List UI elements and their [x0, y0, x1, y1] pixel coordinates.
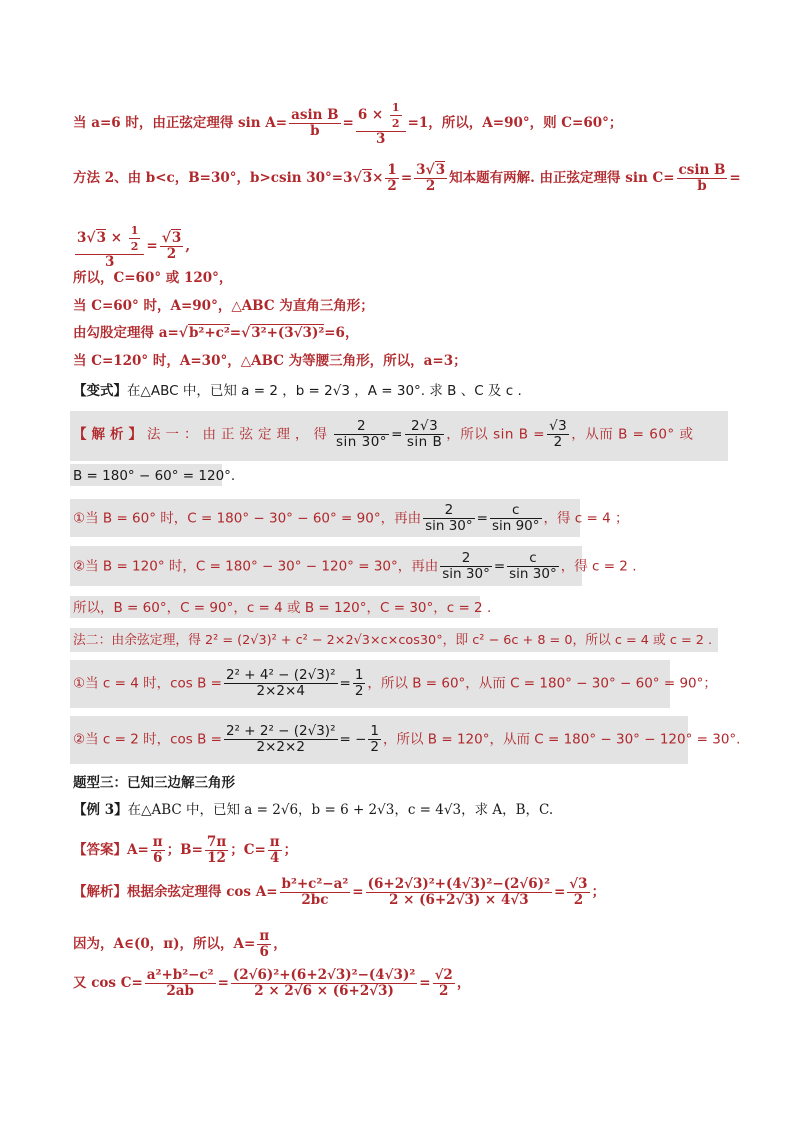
eq: = — [229, 325, 242, 341]
n: 1 — [130, 224, 139, 237]
sol-case2: ②当 B = 120° 时，C = 180° − 30° − 120° = 30°，再由 $\frac{2}{\sin 30^\circ}$ = $\frac{c}{\sin 30^\circ}$ ，得 c = 2 . — [73, 550, 637, 582]
sol-line2: B = 180° − 60° = 120°. — [73, 468, 236, 484]
line-c-values: 所以，C=60° 或 120°， — [73, 270, 233, 286]
denominator: 2bc — [301, 892, 329, 908]
denominator: 2 — [166, 246, 177, 262]
n: 1 — [391, 101, 400, 114]
d: 2 — [391, 117, 400, 130]
variant-tag: 【变式】 — [73, 383, 127, 399]
numerator: √3 — [569, 876, 588, 892]
numerator: 7π — [206, 834, 227, 850]
fraction — [231, 968, 417, 999]
eq: = — [729, 170, 741, 186]
fraction — [289, 108, 340, 139]
text: ，得 c = 4 ； — [543, 510, 629, 527]
denominator: sin 90° — [491, 518, 540, 534]
text: =6， — [324, 325, 359, 341]
denominator: 2 — [425, 178, 436, 194]
numerator: 2 — [334, 419, 389, 435]
line-pythagoras: 由勾股定理得 a=√b²+c²=√3²+(3√3)²=6， — [73, 325, 359, 341]
fraction — [366, 877, 552, 908]
numerator: 2√3 — [405, 419, 444, 435]
denominator: 2 — [439, 983, 449, 999]
text: ，所以 B = 120°，从而 C = 180° − 30° − 120° = 30°. — [383, 731, 741, 748]
sol-case1: ①当 B = 60° 时，C = 180° − 30° − 60° = 90°，再由 $\frac{2}{\sin 30^\circ}$ = $\frac{c}{\sin 90^\circ}$ ，得 c = 4 ； — [73, 502, 629, 534]
d: 2 — [387, 178, 397, 194]
sol-case-c4 — [73, 668, 717, 699]
n: 1 — [387, 162, 397, 178]
eq: = — [419, 975, 431, 991]
denominator: 2 — [354, 683, 364, 699]
text: =1，所以，A=90°，则 C=60°； — [407, 115, 623, 131]
numerator: 2 — [440, 551, 492, 567]
fraction — [160, 231, 184, 262]
half — [385, 163, 398, 194]
numerator: √3 — [549, 418, 568, 434]
fraction — [353, 668, 366, 699]
text: ，所以 B = 60°，从而 C = 180° − 30° − 60° = 90°； — [367, 675, 717, 692]
fraction — [224, 724, 338, 755]
text: ， — [273, 936, 287, 952]
denominator: 12 — [207, 850, 226, 866]
fraction — [507, 551, 559, 582]
radicand: b²+c² — [188, 325, 230, 341]
example3 — [73, 802, 553, 818]
numerator: 2² + 2² − (2√3)² — [225, 723, 336, 739]
fraction — [257, 929, 271, 960]
fraction — [440, 551, 492, 582]
text: ；B= — [166, 842, 203, 858]
cos-c-line — [73, 968, 470, 999]
numerator: b²+c²−a² — [281, 876, 349, 892]
half — [129, 223, 141, 254]
fraction — [151, 835, 165, 866]
example-tag: 【例 3】 — [73, 802, 128, 818]
text: 根据余弦定理得 cos A= — [127, 884, 278, 900]
radicand: 3 — [96, 230, 107, 246]
radicand: 3 — [362, 170, 373, 186]
text: 当 a=6 时，由正弦定理得 sin A= — [73, 115, 288, 131]
text: ， — [456, 975, 471, 991]
fraction — [205, 835, 228, 866]
section-heading: 题型三：已知三边解三角形 — [73, 775, 235, 791]
numerator: √2 — [434, 967, 453, 983]
fraction — [356, 100, 406, 147]
numerator: 3√3 — [416, 162, 446, 178]
numerator: c — [507, 551, 559, 567]
numerator: π — [152, 834, 163, 850]
text: ，所以 sin B = — [446, 426, 546, 443]
variant-text: 在△ABC 中，已知 a = 2 ，b = 2√3 ，A = 30°. 求 B 、C 及 c . — [127, 383, 522, 399]
text: ②当 c = 2 时，cos B = — [73, 731, 222, 748]
fraction — [145, 968, 216, 999]
line-sin-a — [73, 100, 622, 147]
text: ①当 B = 60° 时，C = 180° − 30° − 60° = 90°，再由 — [73, 510, 422, 527]
fraction — [334, 419, 389, 450]
denominator: 2 — [553, 434, 563, 450]
text: 因为，A∈(0，π)，所以，A= — [73, 936, 256, 952]
denominator: 2 × 2√6 × (6+2√3) — [254, 983, 394, 999]
denominator: 2×2×4 — [256, 683, 305, 699]
eq: = — [217, 975, 229, 991]
radicand: 3 — [171, 230, 182, 246]
line-c120: 当 C=120° 时，A=30°，△ABC 为等腰三角形，所以，a=3； — [73, 353, 467, 369]
denominator: sin 30° — [509, 566, 557, 582]
text: ； — [283, 842, 298, 858]
text: 由勾股定理得 a= — [73, 325, 179, 341]
numerator: (2√6)²+(6+2√3)²−(4√3)² — [232, 967, 416, 983]
denominator: sin B — [406, 434, 443, 450]
denominator: 4 — [270, 850, 280, 866]
denominator: b — [697, 178, 707, 194]
text: ；C= — [230, 842, 266, 858]
answer-tag: 【答案】 — [73, 842, 127, 858]
denominator: sin 30° — [442, 566, 490, 582]
eq: = — [391, 426, 403, 443]
fraction — [547, 419, 569, 450]
eq: = — [400, 170, 413, 186]
fraction — [414, 163, 447, 194]
line-c60: 当 C=60° 时，A=90°，△ABC 为直角三角形； — [73, 298, 374, 314]
times: × — [372, 170, 384, 186]
fraction — [677, 163, 728, 194]
numerator: c — [490, 503, 542, 519]
denominator: sin 30° — [425, 518, 473, 534]
sol-case-c2 — [73, 724, 740, 755]
fraction — [433, 968, 455, 999]
denominator: 3 — [375, 131, 386, 147]
analysis-tag: 【解析】 — [73, 884, 127, 900]
text: ，从而 B = 60° 或 — [571, 426, 694, 443]
line-sin-c-value — [73, 223, 190, 270]
eq: = — [342, 115, 354, 131]
eq: = − — [339, 731, 367, 748]
eq: = — [553, 884, 566, 900]
numerator: asin B — [291, 107, 339, 123]
fraction — [567, 877, 589, 908]
text: 知本题有两解. 由正弦定理得 sin C= — [449, 170, 675, 186]
numerator: π — [269, 834, 280, 850]
n-a: 3 — [77, 230, 87, 246]
radicand: 3²+(3√3)² — [251, 325, 325, 341]
fraction — [268, 835, 282, 866]
eq: = — [339, 675, 351, 692]
denominator: 6 — [259, 944, 269, 960]
d: 2 — [130, 240, 139, 253]
text: , — [185, 238, 191, 254]
numerator: 3√3 × $\frac{1}{2}$ — [75, 223, 144, 255]
sol-line1 — [73, 419, 693, 450]
example-text: 在△ABC 中，已知 a = 2√6，b = 6 + 2√3，c = 4√3，求 A，B，C. — [127, 802, 554, 818]
variant-problem — [73, 383, 522, 399]
line-method2: 方法 2、由 b<c，B=30°，b>csin 30°=3√3× $\frac{1}{2}$ = $\frac{3√3}{2}$ 知本题有两解. 由正弦定理得 sin C= $\frac{\text{csin B}}{b}$ = — [73, 162, 741, 194]
fraction — [224, 668, 338, 699]
denominator: 2×2×2 — [256, 739, 305, 755]
denominator: 3 — [104, 254, 115, 270]
numerator — [356, 100, 406, 132]
fraction — [280, 877, 351, 908]
times: × — [110, 230, 123, 246]
numerator: 2 — [423, 503, 475, 519]
eq: = — [146, 238, 158, 254]
fraction — [75, 223, 144, 270]
text: 方法 2、由 b<c，B=30°，b>csin 30°=3 — [73, 170, 353, 186]
fraction — [490, 503, 542, 534]
radicand: 3 — [435, 162, 446, 178]
text: ； — [591, 884, 606, 900]
denominator: 6 — [153, 850, 163, 866]
denominator: 2ab — [166, 983, 194, 999]
text: ②当 B = 120° 时，C = 180° − 30° − 120° = 30°，再由 — [73, 558, 439, 575]
numerator: √3 — [161, 230, 182, 246]
text: ，得 c = 2 . — [560, 558, 637, 575]
denominator: 2 — [573, 892, 584, 908]
denominator: sin 30° — [336, 434, 388, 450]
fraction — [423, 503, 475, 534]
sol-summary: 所以，B = 60°，C = 90°，c = 4 或 B = 120°，C = 30°，c = 2 . — [73, 600, 492, 616]
text: ①当 c = 4 时，cos B = — [73, 675, 222, 692]
numerator: 2² + 4² − (2√3)² — [225, 667, 336, 683]
numerator: 1 — [370, 723, 380, 739]
text: 又 cos C= — [73, 975, 143, 991]
because-line — [73, 929, 287, 960]
text: A= — [127, 842, 149, 858]
denominator: b — [310, 123, 320, 139]
fraction — [405, 419, 444, 450]
half — [390, 100, 402, 131]
text: 法一：由正弦定理，得 — [147, 426, 332, 443]
numerator: (6+2√3)²+(4√3)²−(2√6)² — [367, 876, 550, 892]
fraction — [368, 724, 381, 755]
sol-method2: 法二：由余弦定理，得 2² = (2√3)² + c² − 2×2√3×c×cos30°，即 c² − 6c + 8 = 0，所以 c = 4 或 c = 2 . — [73, 633, 713, 648]
answer-line — [73, 835, 297, 866]
denominator: 2 × (6+2√3) × 4√3 — [388, 892, 529, 908]
n-a: 3 — [416, 162, 426, 178]
denominator: 2 — [370, 739, 380, 755]
numerator: π — [259, 928, 270, 944]
eq: = — [352, 884, 364, 900]
num-a: 6 × — [357, 107, 384, 123]
numerator: 1 — [354, 667, 364, 683]
numerator: csin B — [678, 162, 726, 178]
solution-tag: 【解析】 — [73, 426, 147, 443]
numerator: a²+b²−c² — [146, 967, 214, 983]
analysis-cos-a — [73, 877, 605, 908]
